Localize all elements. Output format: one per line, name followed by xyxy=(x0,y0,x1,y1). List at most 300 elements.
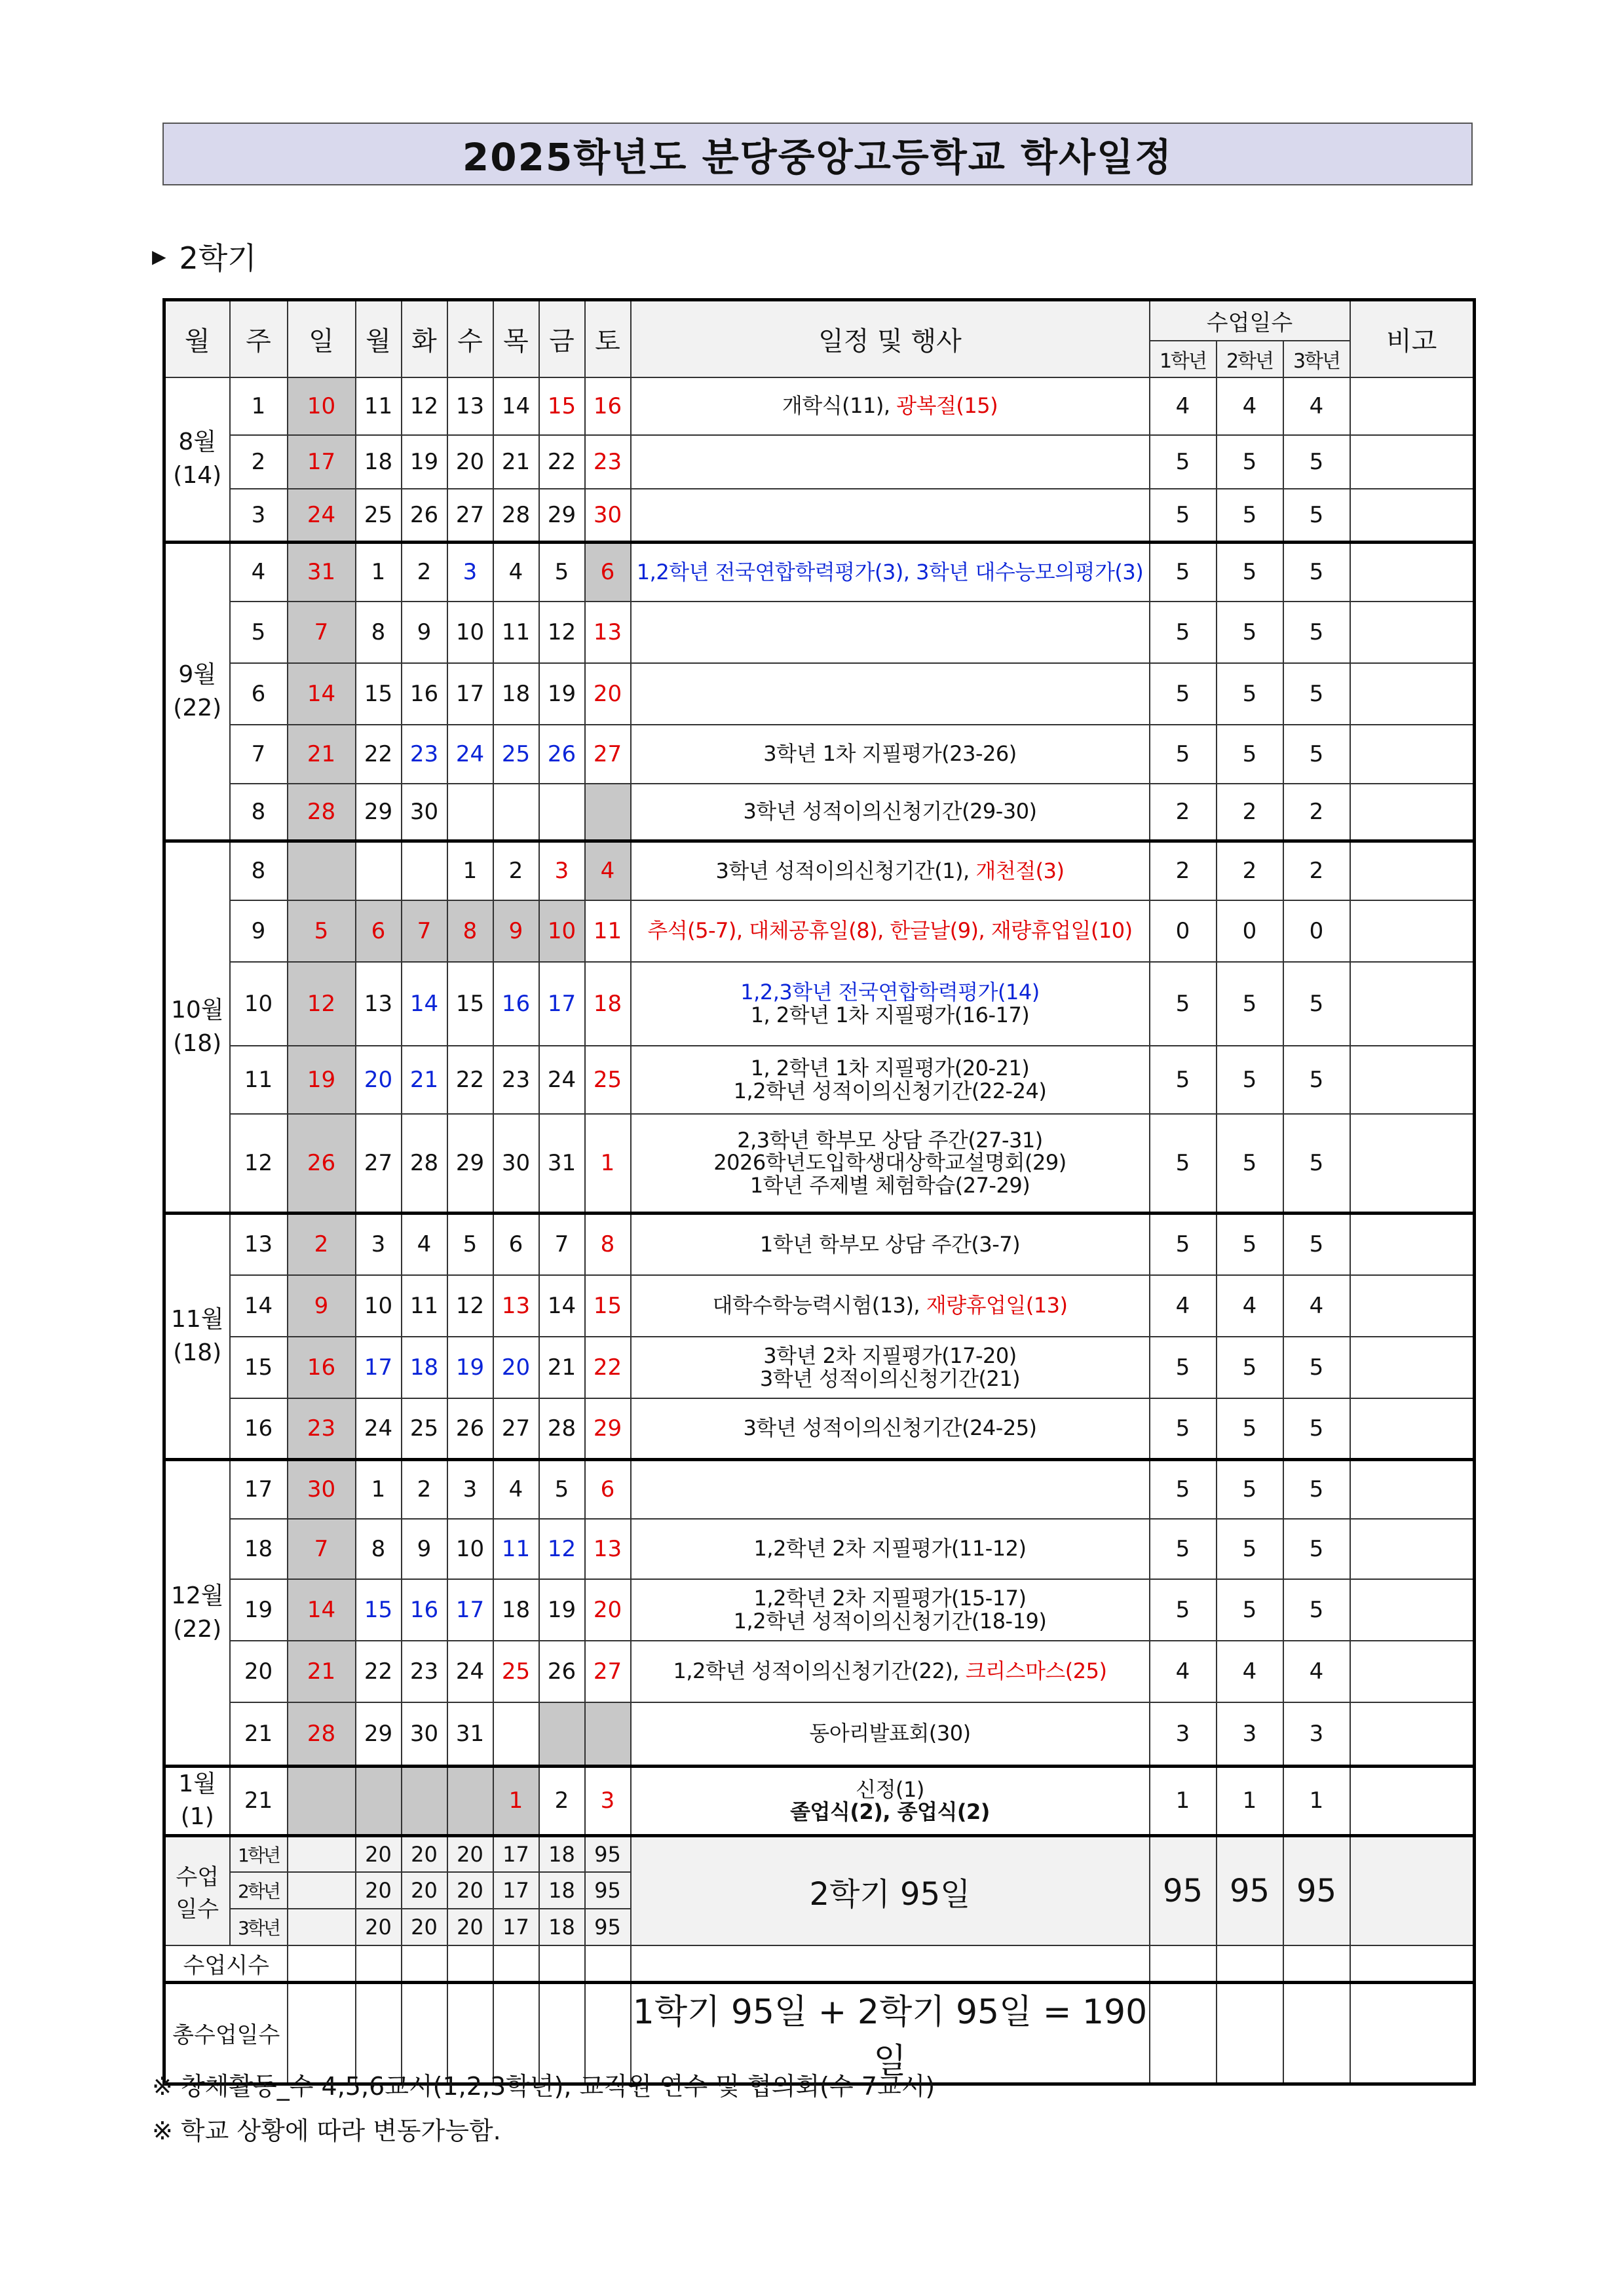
class-days-count: 4 xyxy=(1150,1641,1217,1702)
day-cell: 24 xyxy=(356,1398,402,1460)
note-cell xyxy=(1350,1579,1475,1641)
week-row xyxy=(164,1046,1475,1114)
day-cell: 18 xyxy=(493,663,539,725)
class-days-count: 5 xyxy=(1283,1460,1350,1519)
day-cell: 18 xyxy=(402,1337,447,1398)
day-cell: 6 xyxy=(585,1460,631,1519)
week-number: 10 xyxy=(230,962,288,1046)
class-days-count: 2 xyxy=(1150,841,1217,900)
event-cell xyxy=(631,1337,1150,1398)
class-days-count: 5 xyxy=(1283,663,1350,725)
event-cell xyxy=(631,962,1150,1046)
event-cell xyxy=(631,1114,1150,1214)
month-days-count: (18) xyxy=(173,1029,222,1057)
footnotes xyxy=(152,2064,935,2153)
header-note: 비고 xyxy=(1350,300,1475,377)
class-days-count: 5 xyxy=(1283,435,1350,489)
note-cell xyxy=(1350,725,1475,784)
week-row xyxy=(164,1114,1475,1214)
summary-value: 20 xyxy=(356,1872,402,1909)
day-cell: 17 xyxy=(447,663,493,725)
hours-empty xyxy=(493,1945,539,1982)
header-grade: 1학년 xyxy=(1150,341,1217,377)
event-text: 크리스마스(25) xyxy=(965,1658,1107,1684)
day-cell: 22 xyxy=(539,435,585,489)
day-cell: 28 xyxy=(402,1114,447,1214)
day-cell: 16 xyxy=(402,663,447,725)
class-days-count: 2 xyxy=(1283,841,1350,900)
day-cell: 10 xyxy=(356,1275,402,1337)
day-cell: 21 xyxy=(288,1641,356,1702)
week-row xyxy=(164,1702,1475,1767)
week-row xyxy=(164,725,1475,784)
week-row xyxy=(164,1398,1475,1460)
event-text: 1,2학년 2차 지필평가(15-17) xyxy=(753,1585,1027,1611)
week-number: 3 xyxy=(230,489,288,543)
event-text: 1,2학년 성적이의신청기간(22), xyxy=(673,1658,966,1684)
day-cell: 23 xyxy=(288,1398,356,1460)
day-cell: 6 xyxy=(356,900,402,962)
week-row xyxy=(164,1214,1475,1275)
day-cell: 9 xyxy=(493,900,539,962)
summary-value: 95 xyxy=(585,1872,631,1909)
event-text: 3학년 성적이의신청기간(24-25) xyxy=(743,1415,1037,1441)
day-cell: 15 xyxy=(539,377,585,435)
week-row xyxy=(164,1579,1475,1641)
class-days-count: 4 xyxy=(1283,1275,1350,1337)
note-cell xyxy=(1350,784,1475,841)
day-cell xyxy=(356,1767,402,1836)
day-cell: 5 xyxy=(539,1460,585,1519)
day-cell: 30 xyxy=(585,489,631,543)
class-days-count: 2 xyxy=(1150,784,1217,841)
class-days-count: 4 xyxy=(1150,1275,1217,1337)
week-number: 8 xyxy=(230,784,288,841)
note-cell xyxy=(1350,900,1475,962)
day-cell: 13 xyxy=(356,962,402,1046)
class-days-count: 3 xyxy=(1150,1702,1217,1767)
event-text: 3학년 성적이의신청기간(1), xyxy=(715,858,976,883)
month-days-count: (1) xyxy=(180,1803,214,1831)
note-cell xyxy=(1350,1519,1475,1579)
class-days-count: 4 xyxy=(1217,1641,1283,1702)
week-number: 19 xyxy=(230,1579,288,1641)
month-days-count: (14) xyxy=(173,461,222,489)
event-text: 졸업식(2), 종업식(2) xyxy=(790,1799,990,1825)
class-days-count: 5 xyxy=(1150,1046,1217,1114)
total-empty xyxy=(1150,1982,1217,2084)
class-days-count: 4 xyxy=(1150,377,1217,435)
day-cell: 24 xyxy=(447,1641,493,1702)
week-number: 12 xyxy=(230,1114,288,1214)
class-days-count: 2 xyxy=(1217,784,1283,841)
day-cell: 12 xyxy=(539,1519,585,1579)
day-cell: 14 xyxy=(493,377,539,435)
event-text: 대학수학능력시험(13), xyxy=(712,1293,926,1318)
hours-empty xyxy=(288,1945,356,1982)
note-cell xyxy=(1350,1702,1475,1767)
total-empty xyxy=(1283,1982,1350,2084)
class-days-count: 0 xyxy=(1217,900,1283,962)
week-row xyxy=(164,841,1475,900)
event-text: 재량휴업일(13) xyxy=(926,1293,1068,1318)
event-text: 1,2,3학년 전국연합학력평가(14) xyxy=(740,979,1040,1004)
event-text: 3학년 1차 지필평가(23-26) xyxy=(763,741,1017,767)
day-cell: 23 xyxy=(402,725,447,784)
header-grade: 2학년 xyxy=(1217,341,1283,377)
month-label: 1월 xyxy=(178,1770,217,1797)
header-day: 월 xyxy=(356,300,402,377)
day-cell: 4 xyxy=(493,1460,539,1519)
header-day: 금 xyxy=(539,300,585,377)
event-text: 개학식(11), xyxy=(782,393,897,419)
class-days-count: 5 xyxy=(1217,1519,1283,1579)
day-cell xyxy=(493,784,539,841)
header-day: 일 xyxy=(288,300,356,377)
header-month: 월 xyxy=(164,300,230,377)
event-text: 신정(1) xyxy=(856,1776,924,1802)
day-cell: 10 xyxy=(447,1519,493,1579)
summary-value: 95 xyxy=(585,1835,631,1872)
class-days-count: 5 xyxy=(1283,602,1350,663)
day-cell: 19 xyxy=(539,1579,585,1641)
day-cell: 26 xyxy=(402,489,447,543)
class-days-count: 4 xyxy=(1283,1641,1350,1702)
week-row xyxy=(164,663,1475,725)
header-day: 수 xyxy=(447,300,493,377)
week-number: 9 xyxy=(230,900,288,962)
day-cell: 30 xyxy=(402,784,447,841)
note-cell xyxy=(1350,377,1475,435)
event-text: 2,3학년 학부모 상담 주간(27-31) xyxy=(737,1127,1043,1153)
day-cell xyxy=(585,1702,631,1767)
day-cell xyxy=(447,1767,493,1836)
class-days-count: 0 xyxy=(1283,900,1350,962)
class-days-count: 5 xyxy=(1150,663,1217,725)
hours-empty xyxy=(539,1945,585,1982)
header-class-days: 수업일수 xyxy=(1150,300,1350,341)
day-cell: 3 xyxy=(447,543,493,602)
hours-label: 수업시수 xyxy=(164,1945,288,1982)
event-cell xyxy=(631,784,1150,841)
class-days-count: 5 xyxy=(1283,962,1350,1046)
day-cell: 24 xyxy=(539,1046,585,1114)
event-text: 1,2학년 전국연합학력평가(3), 3학년 대수능모의평가(3) xyxy=(636,559,1144,584)
event-cell xyxy=(631,435,1150,489)
week-row xyxy=(164,1460,1475,1519)
event-text: 2026학년도입학생대상학교설명회(29) xyxy=(713,1150,1067,1176)
class-days-count: 5 xyxy=(1150,1579,1217,1641)
day-cell xyxy=(288,1767,356,1836)
class-days-count: 5 xyxy=(1283,1337,1350,1398)
day-cell xyxy=(402,841,447,900)
event-cell xyxy=(631,1519,1150,1579)
header-day: 토 xyxy=(585,300,631,377)
summary-grade: 1학년 xyxy=(230,1835,288,1872)
month-label: 12월 xyxy=(170,1582,224,1610)
day-cell: 28 xyxy=(288,784,356,841)
class-days-count: 4 xyxy=(1217,1275,1283,1337)
week-row xyxy=(164,1275,1475,1337)
month-label: 10월 xyxy=(170,997,224,1024)
week-number: 18 xyxy=(230,1519,288,1579)
day-cell: 31 xyxy=(539,1114,585,1214)
class-days-count: 5 xyxy=(1283,1398,1350,1460)
event-text: 1, 2학년 1차 지필평가(20-21) xyxy=(750,1055,1030,1081)
week-row xyxy=(164,900,1475,962)
event-text: 1, 2학년 1차 지필평가(16-17) xyxy=(750,1002,1030,1027)
day-cell: 11 xyxy=(493,1519,539,1579)
class-days-count: 5 xyxy=(1150,1519,1217,1579)
event-text: 동아리발표회(30) xyxy=(809,1721,971,1746)
class-days-count: 5 xyxy=(1150,1398,1217,1460)
note-cell xyxy=(1350,1767,1475,1836)
event-text: 3학년 성적이의신청기간(29-30) xyxy=(743,799,1037,824)
note-cell xyxy=(1350,435,1475,489)
day-cell: 2 xyxy=(288,1214,356,1275)
day-cell: 23 xyxy=(493,1046,539,1114)
page-title: 2025학년도 분당중앙고등학교 학사일정 xyxy=(162,123,1473,185)
class-days-count: 5 xyxy=(1217,1460,1283,1519)
class-days-count: 5 xyxy=(1283,1214,1350,1275)
day-cell: 16 xyxy=(585,377,631,435)
event-cell xyxy=(631,725,1150,784)
day-cell: 31 xyxy=(447,1702,493,1767)
day-cell: 4 xyxy=(493,543,539,602)
summary-value: 20 xyxy=(447,1835,493,1872)
hours-empty xyxy=(356,1945,402,1982)
day-cell: 8 xyxy=(447,900,493,962)
week-number: 7 xyxy=(230,725,288,784)
note-cell xyxy=(1350,489,1475,543)
week-number: 17 xyxy=(230,1460,288,1519)
day-cell xyxy=(288,841,356,900)
class-days-count: 5 xyxy=(1217,1398,1283,1460)
day-cell: 8 xyxy=(356,602,402,663)
day-cell xyxy=(493,1702,539,1767)
day-cell: 29 xyxy=(539,489,585,543)
summary-value: 18 xyxy=(539,1909,585,1945)
day-cell: 17 xyxy=(356,1337,402,1398)
week-number: 5 xyxy=(230,602,288,663)
day-cell: 9 xyxy=(402,602,447,663)
note-cell xyxy=(1350,602,1475,663)
class-days-count: 5 xyxy=(1217,663,1283,725)
class-days-count: 3 xyxy=(1283,1702,1350,1767)
summary-label: 수업일수 xyxy=(164,1835,230,1945)
day-cell: 10 xyxy=(288,377,356,435)
day-cell: 7 xyxy=(539,1214,585,1275)
day-cell: 6 xyxy=(585,543,631,602)
class-days-count: 5 xyxy=(1217,1579,1283,1641)
summary-value: 18 xyxy=(539,1872,585,1909)
event-text: 1학년 학부모 상담 주간(3-7) xyxy=(759,1231,1021,1257)
class-days-count: 5 xyxy=(1217,602,1283,663)
week-number: 14 xyxy=(230,1275,288,1337)
class-days-count: 5 xyxy=(1217,1214,1283,1275)
note-cell xyxy=(1350,1214,1475,1275)
week-row xyxy=(164,543,1475,602)
day-cell: 20 xyxy=(585,663,631,725)
day-cell: 20 xyxy=(585,1579,631,1641)
event-cell xyxy=(631,663,1150,725)
day-cell: 30 xyxy=(402,1702,447,1767)
semester-heading xyxy=(152,235,257,278)
event-cell xyxy=(631,1702,1150,1767)
semester-label: 2학기 xyxy=(179,240,257,276)
day-cell xyxy=(539,784,585,841)
week-number: 1 xyxy=(230,377,288,435)
summary-text: 2학기 95일 xyxy=(631,1835,1150,1945)
week-row xyxy=(164,377,1475,435)
week-row xyxy=(164,602,1475,663)
class-days-count: 5 xyxy=(1217,725,1283,784)
class-days-count: 5 xyxy=(1150,489,1217,543)
day-cell: 1 xyxy=(585,1114,631,1214)
month-label: 8월 xyxy=(178,429,217,456)
total-empty xyxy=(1217,1982,1283,2084)
day-cell: 19 xyxy=(288,1046,356,1114)
summary-note xyxy=(1350,1835,1475,1945)
month-cell xyxy=(164,1767,230,1836)
day-cell: 16 xyxy=(493,962,539,1046)
class-days-count: 5 xyxy=(1150,725,1217,784)
month-days-count: (22) xyxy=(173,1615,222,1643)
hours-row xyxy=(164,1945,1475,1982)
day-cell: 2 xyxy=(402,1460,447,1519)
day-cell: 27 xyxy=(447,489,493,543)
day-cell: 12 xyxy=(402,377,447,435)
event-cell xyxy=(631,1046,1150,1114)
week-number: 20 xyxy=(230,1641,288,1702)
class-days-count: 5 xyxy=(1150,1337,1217,1398)
hours-empty xyxy=(447,1945,493,1982)
day-cell: 28 xyxy=(288,1702,356,1767)
summary-total: 95 xyxy=(1283,1835,1350,1945)
event-cell xyxy=(631,602,1150,663)
event-cell xyxy=(631,1641,1150,1702)
class-days-count: 5 xyxy=(1150,543,1217,602)
class-days-count: 5 xyxy=(1283,489,1350,543)
summary-total: 95 xyxy=(1217,1835,1283,1945)
day-cell: 26 xyxy=(447,1398,493,1460)
class-days-count: 5 xyxy=(1150,602,1217,663)
summary-value: 20 xyxy=(402,1835,447,1872)
class-days-count: 1 xyxy=(1150,1767,1217,1836)
day-cell: 21 xyxy=(288,725,356,784)
day-cell: 11 xyxy=(356,377,402,435)
week-row xyxy=(164,489,1475,543)
day-cell: 3 xyxy=(539,841,585,900)
day-cell: 7 xyxy=(288,602,356,663)
schedule-table xyxy=(162,298,1476,2086)
total-label: 총수업일수 xyxy=(164,1982,288,2084)
header-day: 목 xyxy=(493,300,539,377)
day-cell: 22 xyxy=(356,1641,402,1702)
month-cell xyxy=(164,1214,230,1460)
class-days-count: 5 xyxy=(1283,543,1350,602)
summary-grade: 2학년 xyxy=(230,1872,288,1909)
month-days-count: (18) xyxy=(173,1339,222,1366)
footnote: ※ 학교 상황에 따라 변동가능함. xyxy=(152,2116,501,2145)
day-cell: 9 xyxy=(402,1519,447,1579)
week-row xyxy=(164,1767,1475,1836)
class-days-count: 5 xyxy=(1217,543,1283,602)
class-days-count: 5 xyxy=(1217,1046,1283,1114)
summary-grade: 3학년 xyxy=(230,1909,288,1945)
day-cell: 25 xyxy=(402,1398,447,1460)
event-text: 광복절(15) xyxy=(896,393,998,419)
week-number: 15 xyxy=(230,1337,288,1398)
day-cell: 25 xyxy=(585,1046,631,1114)
week-row xyxy=(164,1337,1475,1398)
day-cell: 3 xyxy=(356,1214,402,1275)
day-cell: 21 xyxy=(493,435,539,489)
day-cell: 27 xyxy=(585,1641,631,1702)
day-cell: 11 xyxy=(493,602,539,663)
summary-value: 17 xyxy=(493,1909,539,1945)
day-cell: 25 xyxy=(356,489,402,543)
class-days-count: 4 xyxy=(1283,377,1350,435)
header-grade: 3학년 xyxy=(1283,341,1350,377)
class-days-count: 0 xyxy=(1150,900,1217,962)
summary-value: 20 xyxy=(447,1872,493,1909)
class-days-count: 5 xyxy=(1217,962,1283,1046)
day-cell xyxy=(447,784,493,841)
day-cell: 18 xyxy=(585,962,631,1046)
day-cell: 20 xyxy=(493,1337,539,1398)
total-empty xyxy=(1350,1982,1475,2084)
event-text: 3학년 2차 지필평가(17-20) xyxy=(763,1343,1017,1368)
event-text: 1,2학년 성적이의신청기간(18-19) xyxy=(733,1608,1047,1634)
day-cell: 11 xyxy=(402,1275,447,1337)
day-cell: 3 xyxy=(447,1460,493,1519)
day-cell: 17 xyxy=(539,962,585,1046)
day-cell: 10 xyxy=(447,602,493,663)
day-cell: 14 xyxy=(288,663,356,725)
week-row xyxy=(164,1641,1475,1702)
month-cell xyxy=(164,841,230,1214)
class-days-count: 5 xyxy=(1283,1046,1350,1114)
day-cell: 22 xyxy=(585,1337,631,1398)
day-cell: 30 xyxy=(288,1460,356,1519)
month-days-count: (22) xyxy=(173,694,222,721)
summary-value: 20 xyxy=(356,1835,402,1872)
day-cell: 7 xyxy=(288,1519,356,1579)
header-events: 일정 및 행사 xyxy=(631,300,1150,377)
class-days-count: 5 xyxy=(1283,1114,1350,1214)
class-days-count: 1 xyxy=(1283,1767,1350,1836)
day-cell: 2 xyxy=(402,543,447,602)
day-cell xyxy=(402,1767,447,1836)
summary-empty xyxy=(288,1909,356,1945)
day-cell: 12 xyxy=(447,1275,493,1337)
month-cell xyxy=(164,1460,230,1767)
day-cell: 27 xyxy=(493,1398,539,1460)
day-cell: 15 xyxy=(356,1579,402,1641)
note-cell xyxy=(1350,1337,1475,1398)
event-cell xyxy=(631,489,1150,543)
class-days-count: 5 xyxy=(1150,1460,1217,1519)
week-row xyxy=(164,435,1475,489)
month-label: 9월 xyxy=(178,661,217,689)
week-row xyxy=(164,1519,1475,1579)
day-cell: 13 xyxy=(493,1275,539,1337)
summary-row xyxy=(164,1835,1475,1872)
day-cell: 29 xyxy=(447,1114,493,1214)
day-cell: 12 xyxy=(288,962,356,1046)
day-cell: 14 xyxy=(288,1579,356,1641)
